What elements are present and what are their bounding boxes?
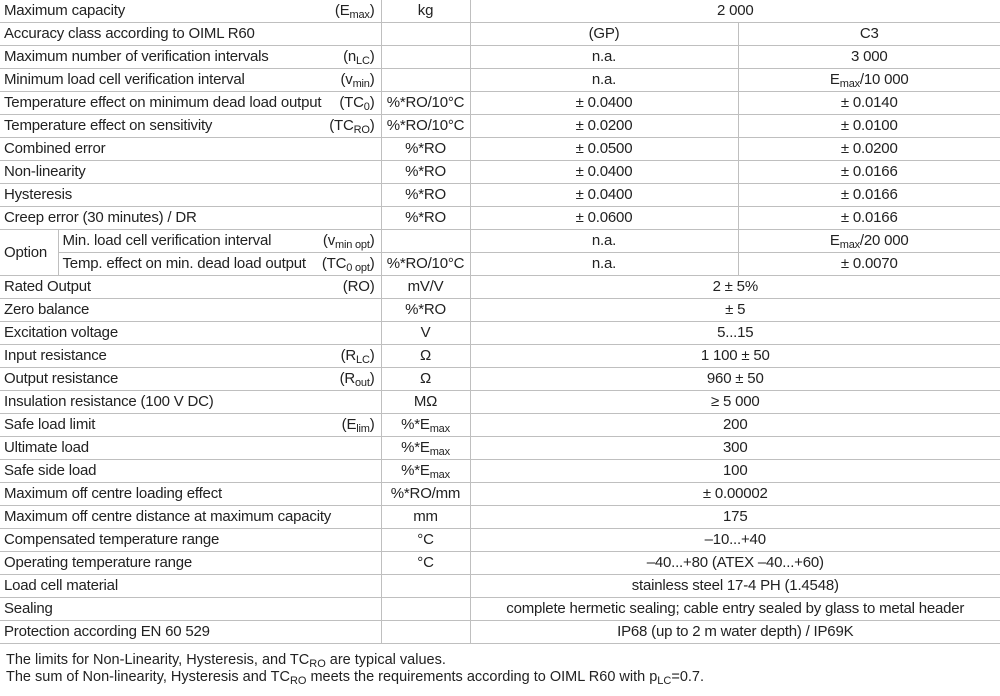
- unit-cell: [381, 621, 470, 644]
- value-cell: ± 0.00002: [470, 483, 1000, 506]
- footnote-text: The limits for Non-Linearity, Hysteresis, and TC: [6, 652, 310, 668]
- param-cell: [0, 23, 381, 46]
- value-cell: 960 ± 50: [470, 368, 1000, 391]
- table-row: [0, 483, 1000, 506]
- table-row: [0, 414, 1000, 437]
- unit-cell: [381, 529, 470, 552]
- param-cell: [0, 115, 381, 138]
- unit-text: %*RO: [405, 209, 446, 226]
- unit-cell: [381, 46, 470, 69]
- unit-cell: [381, 115, 470, 138]
- unit-cell: [381, 460, 470, 483]
- unit-text: %*RO/mm: [390, 485, 461, 502]
- symbol-subscript: out: [355, 377, 370, 389]
- c3-text: ± 0.0200: [840, 140, 898, 157]
- param-label: Zero balance: [4, 301, 90, 318]
- unit-cell: [381, 276, 470, 299]
- c3-text: C3: [859, 25, 879, 42]
- c3-value: [738, 207, 1000, 230]
- gp-value: ± 0.0600: [470, 207, 738, 230]
- gp-value: ± 0.0200: [470, 115, 738, 138]
- value-cell: complete hermetic sealing; cable entry sealed by glass to metal header: [470, 598, 1000, 621]
- unit-cell: [381, 437, 470, 460]
- param-cell: [0, 529, 381, 552]
- unit-cell: [381, 184, 470, 207]
- c3-value: [738, 253, 1000, 276]
- unit-text: MΩ: [413, 393, 438, 410]
- param-cell: [0, 437, 381, 460]
- param-label: Safe side load: [4, 462, 97, 479]
- footnote-subscript: LC: [657, 675, 672, 687]
- table-row: [0, 69, 1000, 92]
- param-label: Safe load limit: [4, 416, 96, 433]
- param-symbol: (RO): [342, 278, 375, 295]
- param-cell: [0, 46, 381, 69]
- param-symbol: $(TC_0)$: [339, 94, 375, 113]
- unit-cell: [381, 345, 470, 368]
- unit-cell: [381, 575, 470, 598]
- unit-text: %*E: [401, 416, 430, 433]
- symbol-main: TC: [344, 94, 364, 111]
- unit-text: %*RO/10°C: [386, 117, 465, 134]
- param-cell: [0, 414, 381, 437]
- footnotes: [6, 652, 996, 686]
- unit-text: mm: [413, 508, 438, 525]
- unit-subscript: max: [429, 469, 450, 481]
- unit-cell: [381, 299, 470, 322]
- unit-text: %*E: [401, 462, 430, 479]
- unit-cell: [381, 230, 470, 253]
- value-cell: 1 100 ± 50: [470, 345, 1000, 368]
- c3-value: [738, 184, 1000, 207]
- param-label: Input resistance: [4, 347, 107, 364]
- unit-text: %*RO: [405, 186, 446, 203]
- table-row: [0, 391, 1000, 414]
- param-cell: [0, 138, 381, 161]
- c3-text: /10 000: [859, 71, 909, 88]
- symbol-subscript: min: [352, 78, 370, 90]
- unit-text: %*RO/10°C: [386, 255, 465, 272]
- c3-text: /20 000: [859, 232, 909, 249]
- c3-subscript: max: [839, 239, 860, 251]
- value-cell: 175: [470, 506, 1000, 529]
- param-label: Min. load cell verification interval: [62, 232, 272, 249]
- param-cell: [0, 345, 381, 368]
- footnote-line: [6, 669, 996, 686]
- symbol-main: v: [345, 71, 353, 88]
- param-cell: [0, 92, 381, 115]
- table-row: [0, 299, 1000, 322]
- param-cell: [0, 0, 381, 23]
- param-symbol: $(E_{max})$: [334, 2, 375, 21]
- gp-value: ± 0.0500: [470, 138, 738, 161]
- c3-text: E: [829, 71, 840, 88]
- gp-value: n.a.: [470, 230, 738, 253]
- symbol-subscript: LC: [356, 354, 370, 366]
- footnote-subscript: RO: [309, 658, 326, 670]
- table-row: [0, 161, 1000, 184]
- c3-text: ± 0.0140: [840, 94, 898, 111]
- unit-text: V: [420, 324, 431, 341]
- gp-value: n.a.: [470, 69, 738, 92]
- c3-value: [738, 138, 1000, 161]
- table-row: [0, 621, 1000, 644]
- param-label: Hysteresis: [4, 186, 73, 203]
- symbol-subscript: min opt: [335, 239, 370, 251]
- param-label: Temp. effect on min. dead load output: [62, 255, 306, 272]
- value-cell: –40...+80 (ATEX –40...+60): [470, 552, 1000, 575]
- value-cell: 5...15: [470, 322, 1000, 345]
- table-row: [0, 506, 1000, 529]
- param-label: Maximum number of verification intervals: [4, 48, 269, 65]
- param-symbol: $(v_{min opt})$: [322, 232, 375, 251]
- unit-cell: [381, 207, 470, 230]
- param-label: Load cell material: [4, 577, 118, 594]
- c3-text: ± 0.0166: [840, 209, 898, 226]
- value-cell: 2 000: [470, 0, 1000, 23]
- param-cell: [0, 575, 381, 598]
- c3-text: ± 0.0070: [840, 255, 898, 272]
- table-row: [0, 230, 1000, 253]
- param-cell: [0, 460, 381, 483]
- unit-subscript: max: [429, 446, 450, 458]
- table-row: [0, 138, 1000, 161]
- table-row: [0, 575, 1000, 598]
- footnote-text: The sum of Non-linearity, Hysteresis and TC: [6, 669, 290, 685]
- unit-cell: [381, 322, 470, 345]
- symbol-main: v: [327, 232, 336, 249]
- param-cell: [0, 207, 381, 230]
- param-cell: [0, 69, 381, 92]
- param-label: Output resistance: [4, 370, 119, 387]
- param-cell: [58, 253, 381, 276]
- table-row: [0, 253, 1000, 276]
- c3-text: 3 000: [850, 48, 888, 65]
- param-label: Operating temperature range: [4, 554, 193, 571]
- table-row: [0, 368, 1000, 391]
- param-symbol: $(TC_{0 opt})$: [321, 255, 375, 274]
- param-label: Protection according EN 60 529: [4, 623, 210, 640]
- param-label: Ultimate load: [4, 439, 89, 456]
- footnote-text: are typical values.: [325, 652, 446, 668]
- symbol-main: E: [346, 416, 357, 433]
- table-row: [0, 184, 1000, 207]
- param-cell: [58, 230, 381, 253]
- param-label: Maximum off centre loading effect: [4, 485, 222, 502]
- table-row: [0, 0, 1000, 23]
- param-cell: [0, 391, 381, 414]
- param-cell: [0, 598, 381, 621]
- param-cell: [0, 483, 381, 506]
- table-row: [0, 598, 1000, 621]
- option-label: Option: [0, 230, 58, 276]
- param-symbol: $(n_{LC})$: [343, 48, 375, 67]
- param-label: Combined error: [4, 140, 106, 157]
- table-row: [0, 115, 1000, 138]
- gp-value: n.a.: [470, 46, 738, 69]
- symbol-subscript: max: [349, 9, 370, 21]
- symbol-main: TC: [333, 117, 354, 134]
- c3-value: [738, 69, 1000, 92]
- value-cell: stainless steel 17-4 PH (1.4548): [470, 575, 1000, 598]
- param-symbol: $(R_{LC})$: [340, 347, 375, 366]
- value-cell: –10...+40: [470, 529, 1000, 552]
- symbol-main: R: [345, 347, 357, 364]
- param-cell: [0, 368, 381, 391]
- symbol-subscript: 0 opt: [346, 262, 370, 274]
- param-label: Insulation resistance (100 V DC): [4, 393, 214, 410]
- param-label: Non-linearity: [4, 163, 86, 180]
- value-cell: 300: [470, 437, 1000, 460]
- table-row: [0, 437, 1000, 460]
- symbol-subscript: LC: [356, 55, 370, 67]
- unit-text: %*E: [401, 439, 430, 456]
- footnote-subscript: RO: [289, 675, 307, 687]
- table-row: [0, 460, 1000, 483]
- unit-cell: [381, 391, 470, 414]
- param-cell: [0, 552, 381, 575]
- param-cell: [0, 621, 381, 644]
- table-row: [0, 276, 1000, 299]
- table-row: [0, 552, 1000, 575]
- unit-text: °C: [417, 554, 434, 571]
- c3-value: [738, 230, 1000, 253]
- param-cell: [0, 299, 381, 322]
- gp-value: (GP): [470, 23, 738, 46]
- c3-value: [738, 115, 1000, 138]
- param-symbol: $(TC_{RO})$: [329, 117, 375, 136]
- c3-value: [738, 161, 1000, 184]
- param-cell: [0, 506, 381, 529]
- param-label: Temperature effect on sensitivity: [4, 117, 213, 134]
- param-label: Accuracy class according to OIML R60: [4, 25, 255, 42]
- param-label: Creep error (30 minutes) / DR: [4, 209, 197, 226]
- unit-text: %*RO: [405, 140, 446, 157]
- unit-text: Ω: [419, 370, 431, 387]
- gp-value: ± 0.0400: [470, 184, 738, 207]
- unit-cell: [381, 414, 470, 437]
- unit-text: mV/V: [407, 278, 444, 295]
- value-cell: 2 ± 5%: [470, 276, 1000, 299]
- gp-value: n.a.: [470, 253, 738, 276]
- symbol-main: R: [344, 370, 355, 387]
- param-label: Excitation voltage: [4, 324, 118, 341]
- param-label: Maximum capacity: [4, 2, 125, 19]
- c3-text: ± 0.0166: [840, 163, 898, 180]
- param-label: Compensated temperature range: [4, 531, 220, 548]
- table-row: [0, 322, 1000, 345]
- c3-value: [738, 46, 1000, 69]
- unit-cell: [381, 552, 470, 575]
- value-cell: 100: [470, 460, 1000, 483]
- param-symbol: $(R_{out})$: [339, 370, 375, 389]
- footnote-text: meets the requirements according to OIML R60 with p: [306, 669, 658, 685]
- value-cell: ± 5: [470, 299, 1000, 322]
- unit-cell: [381, 253, 470, 276]
- param-cell: [0, 184, 381, 207]
- param-label: Minimum load cell verification interval: [4, 71, 245, 88]
- table-row: [0, 207, 1000, 230]
- unit-cell: [381, 506, 470, 529]
- c3-text: ± 0.0100: [840, 117, 898, 134]
- param-cell: [0, 322, 381, 345]
- symbol-main: n: [347, 48, 357, 65]
- table-row: [0, 345, 1000, 368]
- c3-text: E: [829, 232, 840, 249]
- unit-text: °C: [417, 531, 434, 548]
- table-row: [0, 529, 1000, 552]
- param-label: Rated Output: [4, 278, 91, 295]
- unit-cell: [381, 161, 470, 184]
- unit-cell: [381, 483, 470, 506]
- param-symbol: $(v_{min})$: [340, 71, 375, 90]
- unit-cell: [381, 92, 470, 115]
- c3-subscript: max: [839, 78, 860, 90]
- symbol-main: TC: [326, 255, 347, 272]
- c3-value: [738, 92, 1000, 115]
- unit-cell: [381, 138, 470, 161]
- unit-cell: [381, 23, 470, 46]
- unit-cell: [381, 598, 470, 621]
- unit-text: %*RO: [405, 163, 446, 180]
- param-symbol: $(E_{lim})$: [341, 416, 375, 435]
- c3-text: ± 0.0166: [840, 186, 898, 203]
- value-cell: 200: [470, 414, 1000, 437]
- symbol-main: E: [339, 2, 350, 19]
- c3-value: [738, 23, 1000, 46]
- unit-cell: [381, 69, 470, 92]
- param-label: Sealing: [4, 600, 53, 617]
- gp-value: ± 0.0400: [470, 161, 738, 184]
- symbol-subscript: lim: [356, 423, 370, 435]
- unit-text: kg: [417, 2, 434, 19]
- table-row: [0, 23, 1000, 46]
- unit-subscript: max: [429, 423, 450, 435]
- unit-text: %*RO: [405, 301, 446, 318]
- table-row: [0, 46, 1000, 69]
- param-cell: [0, 161, 381, 184]
- value-cell: IP68 (up to 2 m water depth) / IP69K: [470, 621, 1000, 644]
- param-cell: [0, 276, 381, 299]
- gp-value: ± 0.0400: [470, 92, 738, 115]
- table-row: [0, 92, 1000, 115]
- footnote-text: =0.7.: [671, 669, 705, 685]
- footnote-line: [6, 652, 996, 669]
- symbol-subscript: 0: [363, 101, 370, 113]
- unit-text: %*RO/10°C: [386, 94, 465, 111]
- unit-text: Ω: [419, 347, 431, 364]
- unit-cell: [381, 0, 470, 23]
- param-label: Temperature effect on minimum dead load output: [4, 94, 322, 111]
- param-label: Maximum off centre distance at maximum capacity: [4, 508, 332, 525]
- symbol-subscript: RO: [353, 124, 370, 136]
- value-cell: ≥ 5 000: [470, 391, 1000, 414]
- unit-cell: [381, 368, 470, 391]
